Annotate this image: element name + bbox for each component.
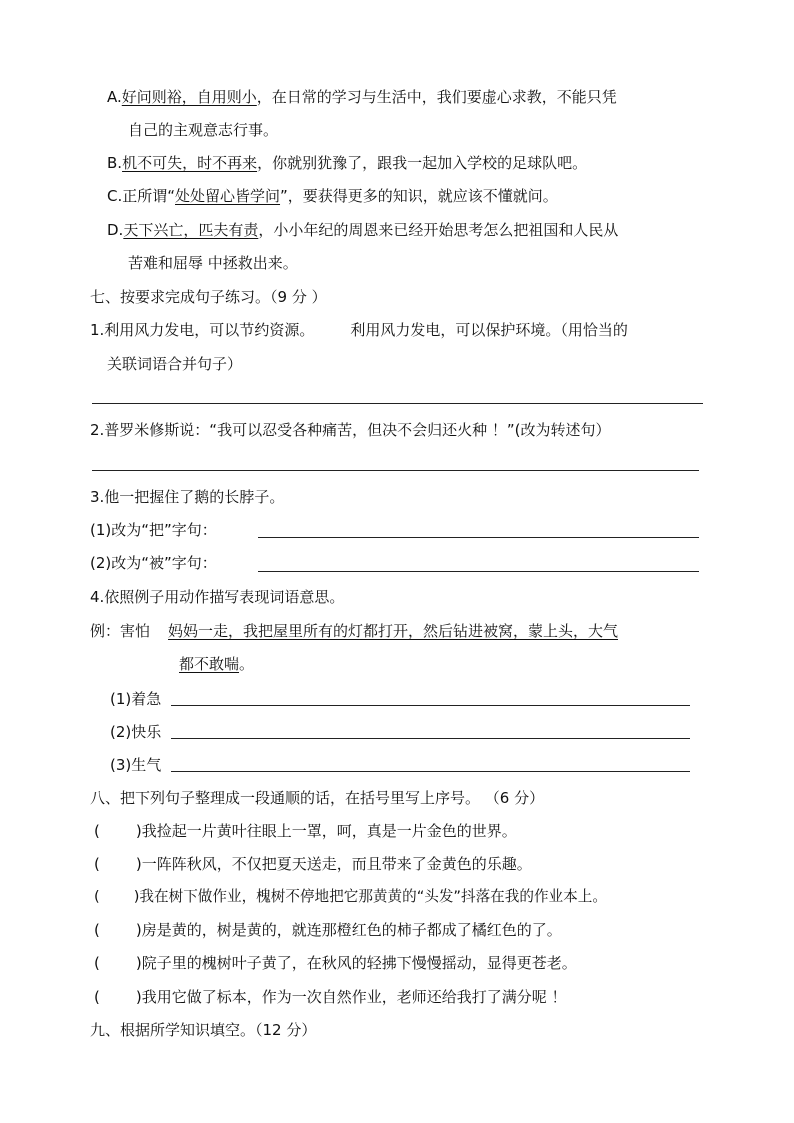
- order-sentence: 我在树下做作业，槐树不停地把它那黄黄的“头发”抖落在我的作业本上。: [139, 888, 607, 905]
- option-b-label: B.: [107, 154, 123, 172]
- question-7-1-part-b: 利用风力发电，可以保护环境。（用恰当的: [350, 321, 628, 339]
- order-sentence: 院子里的槐树叶子黄了，在秋风的轻拂下慢慢摇动，显得更苍老。: [141, 954, 577, 972]
- answer-line-7-3-2[interactable]: [258, 571, 699, 572]
- blank-open: (: [94, 822, 100, 840]
- section8-heading: 八、把下列句子整理成一段通顺的话，在括号里写上序号。 （6 分）: [90, 789, 545, 807]
- order-item: [94, 952, 577, 974]
- question-7-3-1-label: (1)改为“把”字句：: [90, 521, 217, 539]
- example-period: 。: [239, 655, 255, 673]
- order-item: [94, 919, 562, 941]
- order-item: [94, 986, 567, 1008]
- order-sentence: 我用它做了标本，作为一次自然作业，老师还给我打了满分呢 ！: [141, 988, 567, 1006]
- blank-close: ): [135, 954, 142, 972]
- option-b-idiom: 机不可失，时不再来: [122, 154, 258, 172]
- option-a: [107, 86, 617, 108]
- option-b: [107, 152, 587, 174]
- option-a-continuation: 自己的主观意志行事。: [128, 121, 279, 139]
- question-7-4-2-label: (2)快乐: [110, 723, 162, 741]
- option-d-continuation: 苦难和屈辱 中拯救出来。: [128, 254, 298, 272]
- answer-line-7-1[interactable]: [92, 403, 703, 404]
- example-label: 例：害怕: [90, 622, 151, 640]
- question-7-2: 2.普罗米修斯说：“我可以忍受各种痛苦，但决不会归还火种 ！”(改为转述句）: [90, 421, 611, 439]
- question-7-4-1-label: (1)着急: [110, 690, 162, 708]
- example-text: 妈妈一走，我把屋里所有的灯都打开，然后钻进被窝，蒙上头，大气: [168, 622, 619, 640]
- blank-open: (: [94, 855, 100, 873]
- option-c-idiom: 处处留心皆学问: [175, 187, 281, 205]
- blank-open: (: [94, 921, 100, 939]
- option-c: [107, 185, 558, 207]
- option-a-idiom: 好问则裕，自用则小: [121, 88, 257, 106]
- section7-heading: 七、按要求完成句子练习。（9 分 ）: [90, 288, 327, 306]
- example-text-continued: 都不敢喘: [179, 655, 240, 673]
- section9-heading: 九、根据所学知识填空。（12 分）: [90, 1021, 317, 1039]
- option-c-label: C.正所谓“: [107, 187, 176, 205]
- example-continuation: [179, 653, 254, 675]
- question-7-4: 4.依照例子用动作描写表现词语意思。: [90, 588, 345, 606]
- order-sentence: 房是黄的，树是黄的，就连那橙红色的柿子都成了橘红色的了。: [141, 921, 562, 939]
- question-7-1: [90, 319, 628, 341]
- option-d-text: ，小小年纪的周恩来已经开始思考怎么把祖国和人民从: [258, 221, 619, 239]
- example-line: [90, 620, 618, 642]
- answer-line-7-4-1[interactable]: [171, 705, 690, 706]
- option-b-text: ，你就别犹豫了，跟我一起加入学校的足球队吧。: [257, 154, 588, 172]
- order-item: [94, 853, 532, 875]
- option-a-label: A.: [107, 88, 122, 106]
- option-d-label: D.: [107, 221, 124, 239]
- order-item: [94, 820, 517, 842]
- question-7-3-2-label: (2)改为“被”字句：: [90, 554, 217, 572]
- blank-open: (: [94, 954, 100, 972]
- option-d-idiom: 天下兴亡，匹夫有责: [123, 221, 259, 239]
- blank-close: ): [135, 988, 142, 1006]
- answer-line-7-2[interactable]: [92, 470, 699, 471]
- answer-line-7-4-2[interactable]: [171, 738, 690, 739]
- question-7-1-part-a: 1.利用风力发电，可以节约资源。: [90, 321, 315, 339]
- blank-close: ): [135, 921, 142, 939]
- question-7-1-continuation: 关联词语合并句子）: [107, 355, 243, 373]
- blank-open: (: [94, 988, 100, 1006]
- answer-line-7-3-1[interactable]: [258, 537, 699, 538]
- question-7-3: 3.他一把握住了鹅的长脖子。: [90, 488, 285, 506]
- order-sentence: 我捡起一片黄叶往眼上一罩，呵，真是一片金色的世界。: [141, 822, 517, 840]
- answer-line-7-4-3[interactable]: [171, 771, 690, 772]
- blank-close: ): [133, 888, 140, 905]
- order-item: [94, 886, 607, 908]
- blank-close: ): [135, 822, 142, 840]
- blank-close: ): [135, 855, 142, 873]
- option-a-text: ，在日常的学习与生活中，我们要虚心求教，不能只凭: [256, 88, 617, 106]
- question-7-4-3-label: (3)生气: [110, 756, 162, 774]
- option-d: [107, 219, 618, 241]
- blank-open: (: [94, 888, 100, 905]
- order-sentence: 一阵阵秋风，不仅把夏天送走，而且带来了金黄色的乐趣。: [141, 855, 532, 873]
- option-c-text: ”，要获得更多的知识，就应该不懂就问。: [280, 187, 558, 205]
